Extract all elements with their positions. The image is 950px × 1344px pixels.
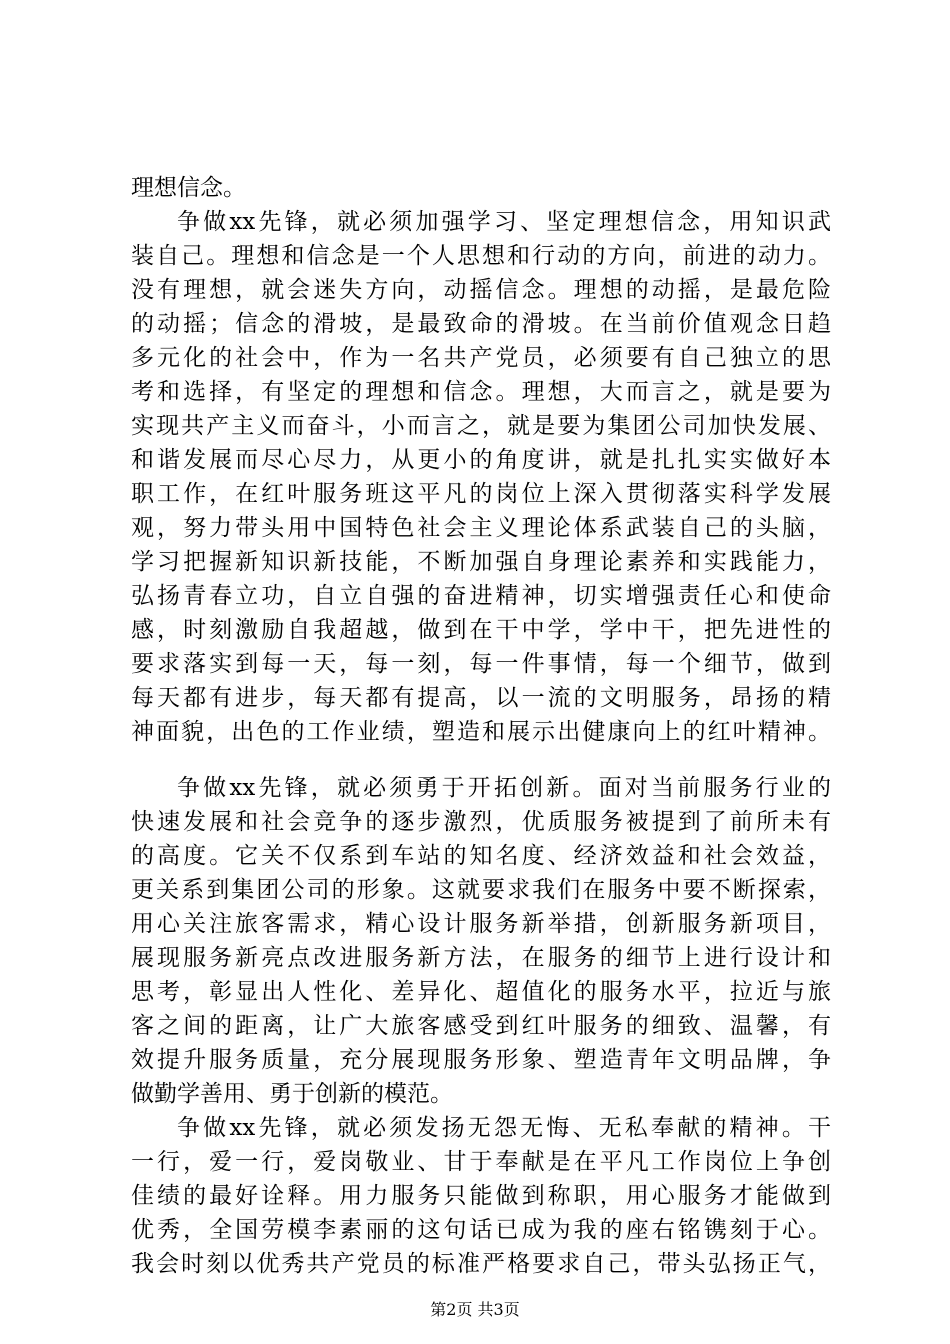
text-line: 理想信念。 xyxy=(131,175,246,201)
text-line: 优秀，全国劳模李素丽的这句话已成为我的座右铭镌刻于心。 xyxy=(131,1217,831,1243)
text-line: 快速发展和社会竞争的逐步激烈，优质服务被提到了前所未有 xyxy=(131,809,831,835)
paragraph-start-line: 争做xx先锋，就必须加强学习、坚定理想信念，用知识武 xyxy=(177,209,831,235)
text-line: 佳绩的最好诠释。用力服务只能做到称职，用心服务才能做到 xyxy=(131,1183,831,1209)
text-line: 的动摇；信念的滑坡，是最致命的滑坡。在当前价值观念日趋 xyxy=(131,311,831,337)
text-line: 职工作，在红叶服务班这平凡的岗位上深入贯彻落实科学发展 xyxy=(131,481,831,507)
text-line: 做勤学善用、勇于创新的模范。 xyxy=(131,1081,453,1107)
text-line: 效提升服务质量，充分展现服务形象、塑造青年文明品牌，争 xyxy=(131,1047,831,1073)
paragraph-start-line: 争做xx先锋，就必须勇于开拓创新。面对当前服务行业的 xyxy=(177,775,831,801)
text-line: 装自己。理想和信念是一个人思想和行动的方向，前进的动力。 xyxy=(131,243,831,269)
text-line: 用心关注旅客需求，精心设计服务新举措，创新服务新项目， xyxy=(131,911,831,937)
text-line: 实现共产主义而奋斗，小而言之，就是要为集团公司加快发展、 xyxy=(131,413,831,439)
text-line: 的高度。它关不仅系到车站的知名度、经济效益和社会效益， xyxy=(131,843,831,869)
text-line: 一行，爱一行，爱岗敬业、甘于奉献是在平凡工作岗位上争创 xyxy=(131,1149,831,1175)
text-line: 每天都有进步，每天都有提高，以一流的文明服务，昂扬的精 xyxy=(131,685,831,711)
page-number-footer: 第2页 共3页 xyxy=(430,1300,520,1319)
text-line: 观，努力带头用中国特色社会主义理论体系武装自己的头脑， xyxy=(131,515,831,541)
text-line: 没有理想，就会迷失方向，动摇信念。理想的动摇，是最危险 xyxy=(131,277,831,303)
text-line: 更关系到集团公司的形象。这就要求我们在服务中要不断探索， xyxy=(131,877,831,903)
text-line: 思考，彰显出人性化、差异化、超值化的服务水平，拉近与旅 xyxy=(131,979,831,1005)
text-line: 要求落实到每一天，每一刻，每一件事情，每一个细节，做到 xyxy=(131,651,831,677)
text-line: 考和选择，有坚定的理想和信念。理想，大而言之，就是要为 xyxy=(131,379,831,405)
text-line: 多元化的社会中，作为一名共产党员，必须要有自己独立的思 xyxy=(131,345,831,371)
text-line: 我会时刻以优秀共产党员的标准严格要求自己，带头弘扬正气， xyxy=(131,1251,831,1277)
text-line: 感，时刻激励自我超越，做到在干中学，学中干，把先进性的 xyxy=(131,617,831,643)
text-line: 神面貌，出色的工作业绩，塑造和展示出健康向上的红叶精神。 xyxy=(131,719,831,745)
text-line: 展现服务新亮点改进服务新方法，在服务的细节上进行设计和 xyxy=(131,945,831,971)
paragraph-start-line: 争做xx先锋，就必须发扬无怨无悔、无私奉献的精神。干 xyxy=(177,1115,831,1141)
text-line: 和谐发展而尽心尽力，从更小的角度讲，就是扎扎实实做好本 xyxy=(131,447,831,473)
text-line: 弘扬青春立功，自立自强的奋进精神，切实增强责任心和使命 xyxy=(131,583,831,609)
text-line: 客之间的距离，让广大旅客感受到红叶服务的细致、温馨，有 xyxy=(131,1013,831,1039)
text-line: 学习把握新知识新技能，不断加强自身理论素养和实践能力， xyxy=(131,549,831,575)
